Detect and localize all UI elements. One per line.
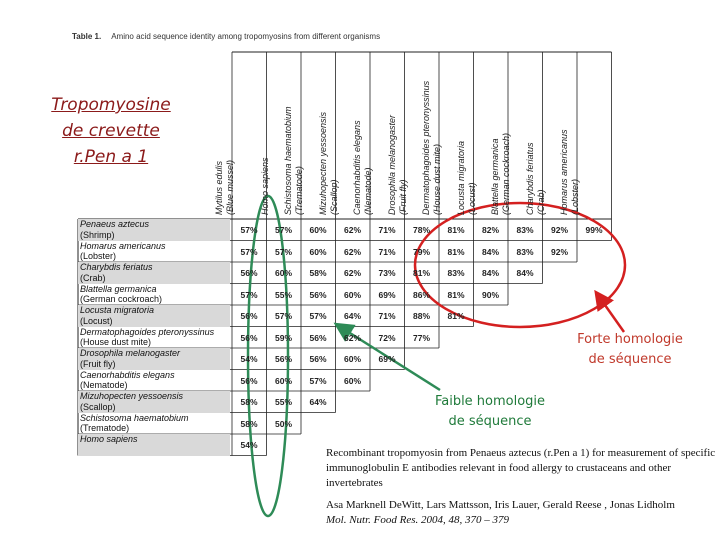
identity-cell: 58% xyxy=(309,268,327,278)
row-label xyxy=(78,241,230,263)
identity-cell: 55% xyxy=(274,289,292,300)
identity-cell: 88% xyxy=(412,311,430,321)
row-organism: Mizuhopecten yessoensis xyxy=(80,391,184,401)
identity-cell: 78% xyxy=(412,225,430,235)
column-header-label: Dermatophagoides pteronyssinus (House dust mite) xyxy=(421,80,442,215)
identity-cell: 99% xyxy=(585,225,603,235)
identity-cell: 57% xyxy=(274,225,292,235)
identity-cell: 56% xyxy=(240,311,258,321)
identity-cell: 86% xyxy=(412,289,430,300)
identity-cell: 57% xyxy=(240,225,258,235)
column-header-label: Charybdis feriatus (Crab) xyxy=(524,142,546,215)
row-label xyxy=(78,370,230,392)
identity-cell: 56% xyxy=(240,375,258,386)
column-header-label: Caenorhabditis elegans (Nematode) xyxy=(352,120,373,215)
strong-homology-arrow xyxy=(600,298,624,332)
identity-cell: 82% xyxy=(481,225,499,235)
weak-homology-note: Faible homologie de séquence xyxy=(434,394,546,429)
row-organism: Locusta migratoria xyxy=(80,305,155,315)
identity-cell: 71% xyxy=(378,225,396,235)
identity-cell: 90% xyxy=(481,289,499,300)
identity-cell: 57% xyxy=(240,246,258,257)
row-label xyxy=(78,219,230,241)
row-organism: Schistosoma haematobium xyxy=(80,412,189,423)
identity-cell: 62% xyxy=(343,268,361,278)
identity-cell: 71% xyxy=(378,311,396,321)
identity-cell: 60% xyxy=(343,289,361,300)
identity-cell: 83% xyxy=(447,268,465,278)
identity-cell: 83% xyxy=(516,225,534,235)
column-header-label: Homarus americanus (Lobster) xyxy=(559,129,580,215)
table-title: Table 1. Amino acid sequence identity among tropomyosins from different organisms xyxy=(72,32,381,41)
identity-cell: 79% xyxy=(412,246,430,257)
row-label xyxy=(78,348,230,370)
identity-cell: 71% xyxy=(378,246,396,257)
identity-cell: 69% xyxy=(378,289,396,300)
identity-cell: 81% xyxy=(447,225,465,235)
identity-cell: 57% xyxy=(309,311,327,321)
identity-cell: 54% xyxy=(240,440,258,450)
row-organism: Drosophila melanogaster xyxy=(80,348,181,358)
identity-cell: 60% xyxy=(274,268,292,278)
paper-caption: Recombinant tropomyosin from Penaeus aztecus (r.Pen a 1) for measurement of specific immunoglobulin E antibodies relevant in food allergy to crustaceans and other invertebrates xyxy=(326,447,716,489)
identity-cell: 56% xyxy=(240,268,258,278)
column-header-label: Drosophila melanogaster (Fruit fly) xyxy=(386,114,408,215)
row-common-name: (German cockroach) xyxy=(80,294,163,304)
row-common-name: (Trematode) xyxy=(80,423,130,433)
column-header-label: Schistosoma haematobium (Trematode) xyxy=(283,106,304,215)
identity-cell: 73% xyxy=(378,268,396,278)
row-label xyxy=(78,413,230,435)
identity-cell: 57% xyxy=(274,311,292,321)
row-common-name: (House dust mite) xyxy=(80,337,152,347)
column-header xyxy=(559,52,612,217)
identity-cell: 92% xyxy=(550,246,568,257)
row-label xyxy=(78,434,230,456)
identity-cell: 58% xyxy=(240,418,258,429)
identity-cell: 56% xyxy=(274,354,292,364)
identity-cell: 60% xyxy=(309,225,327,235)
column-header-label: Blattella germanica (German cockroach) xyxy=(490,132,511,215)
identity-cell: 69% xyxy=(378,354,396,364)
paper-authors: Asa Marknell DeWitt, Lars Mattsson, Iris Lauer, Gerald Reese , Jonas Lidholm Mol. Nutr. Food Res. 2004, 48, 370 – 379 xyxy=(326,499,675,526)
row-common-name: (Shrimp) xyxy=(80,229,115,240)
identity-cell: 81% xyxy=(447,246,465,257)
row-common-name: (Nematode) xyxy=(80,380,128,390)
identity-cell: 64% xyxy=(343,311,361,321)
identity-cell: 77% xyxy=(412,332,430,343)
identity-cell: 83% xyxy=(516,246,534,257)
row-organism: Caenorhabditis elegans xyxy=(80,369,175,380)
identity-cell: 81% xyxy=(412,268,430,278)
column-header-label: Mytilus edulis (Blue mussel) xyxy=(214,159,235,215)
column-header-label: Homo sapiens xyxy=(259,157,270,215)
identity-cell: 92% xyxy=(550,225,568,235)
row-common-name: (Lobster) xyxy=(80,251,117,261)
row-label xyxy=(78,305,230,327)
row-label xyxy=(78,327,230,349)
strong-homology-note: Forte homologie de séquence xyxy=(577,332,683,367)
identity-cell: 84% xyxy=(481,246,499,257)
row-common-name: (Scallop) xyxy=(80,401,116,412)
identity-cell: 54% xyxy=(240,354,258,364)
identity-cell: 62% xyxy=(343,225,361,235)
row-organism: Blattella germanica xyxy=(80,283,157,294)
row-organism: Penaeus aztecus xyxy=(80,219,150,229)
overlay-title: Tropomyosine de crevette r.Pen a 1 xyxy=(51,95,171,167)
row-label xyxy=(78,391,230,413)
identity-cell: 64% xyxy=(309,397,327,407)
row-label xyxy=(78,262,230,284)
identity-cell: 56% xyxy=(309,332,327,343)
identity-cell: 60% xyxy=(343,354,361,364)
row-organism: Charybdis feriatus xyxy=(80,262,153,272)
identity-cell: 55% xyxy=(274,397,292,407)
row-common-name: (Crab) xyxy=(80,272,106,283)
identity-cell: 56% xyxy=(309,354,327,364)
identity-cell: 57% xyxy=(240,289,258,300)
identity-cell: 59% xyxy=(274,332,292,343)
row-organism: Homarus americanus xyxy=(80,240,166,251)
row-common-name: (Fruit fly) xyxy=(80,358,116,369)
identity-cell: 84% xyxy=(481,268,499,278)
identity-cell: 60% xyxy=(309,246,327,257)
identity-cell: 81% xyxy=(447,289,465,300)
identity-cell: 60% xyxy=(274,375,292,386)
identity-cell: 81% xyxy=(447,311,465,321)
row-organism: Dermatophagoides pteronyssinus xyxy=(80,326,215,337)
row-common-name: (Locust) xyxy=(80,315,113,326)
column-header-label: Mizuhopecten yessoensis (Scallop) xyxy=(317,111,339,215)
identity-cell: 62% xyxy=(343,246,361,257)
identity-cell: 56% xyxy=(309,289,327,300)
identity-cell: 60% xyxy=(343,375,361,386)
identity-cell: 56% xyxy=(240,332,258,343)
column-header-label: Locusta migratoria (Locust) xyxy=(455,140,477,215)
identity-cell: 57% xyxy=(309,375,327,386)
row-label xyxy=(78,284,230,306)
identity-cell: 72% xyxy=(378,332,396,343)
row-organism: Homo sapiens xyxy=(80,434,138,444)
identity-cell: 62% xyxy=(343,332,361,343)
identity-cell: 84% xyxy=(516,268,534,278)
identity-cell: 57% xyxy=(274,246,292,257)
identity-cell: 58% xyxy=(240,397,258,407)
identity-cell: 50% xyxy=(274,418,292,429)
